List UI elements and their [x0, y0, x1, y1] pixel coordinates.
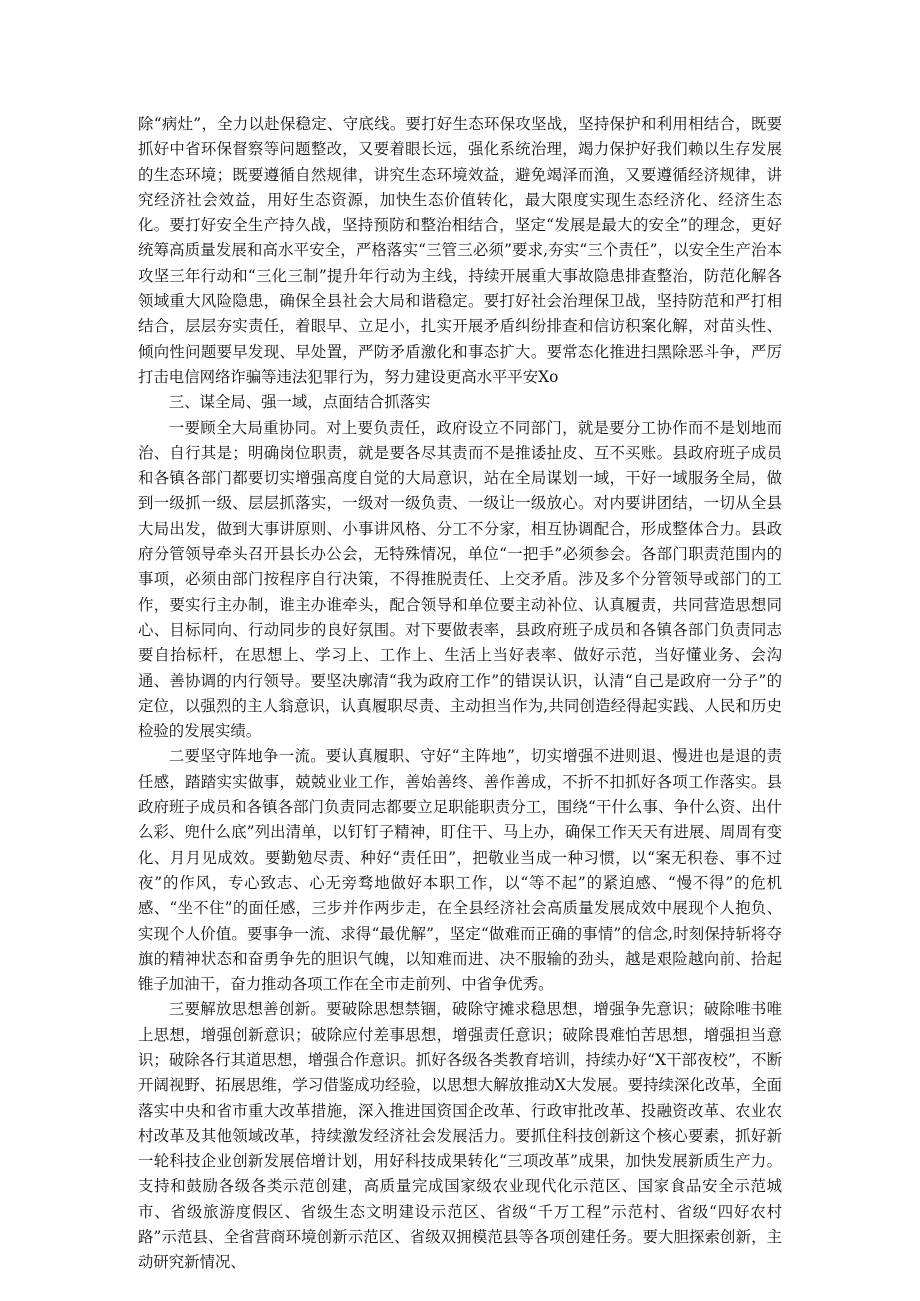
- section-heading-3: 三、谋全局、强一域，点面结合抓落实: [168, 393, 431, 412]
- document-page: [138, 112, 782, 1276]
- paragraph-overall-coordination: 一要顾全大局重协同。对上要负责任，政府设立不同部门，就是要分工协作而不是划地而治、自行其是；明确岗位职责，就是要各尽其责而不是推诿扯皮、互不买账。县政府班子成员和各镇各部门都要切实增强高度自觉的大局意识，站在全局谋划一域，干好一域服务全局，做到一级抓一级、层层抓落实，一级对一级负责、一级让一级放心。对内要讲团结，一切从全县大局出发，做到大事讲原则、小事讲风格、分工不分家，相互协调配合，形成整体合力。县政府分管领导牵头召开县长办公会，无特殊情况，单位“一把手”必须参会。各部门职责范围内的事项，必须由部门按程序自行决策，不得推脱责任、上交矛盾。涉及多个分管领导或部门的工作，要实行主办制，谁主办谁牵头，配合领导和单位要主动补位、认真履责，共同营造思想同心、目标同向、行动同步的良好氛围。对下要做表率，县政府班子成员和各镇各部门负责同志要自抬标杆，在思想上、学习上、工作上、生活上当好表率、做好示范，当好懂业务、会沟通、善协调的内行领导。要坚决廓清“我为政府工作”的错误认识，认清“自己是政府一分子”的定位，以强烈的主人翁意识，认真履职尽责、主动担当作为,共同创造经得起实践、人民和历史检验的发展实绩。: [138, 418, 782, 741]
- paragraph-safety-stability: 除“病灶”，全力以赴保稳定、守底线。要打好生态环保攻坚战，坚持保护和利用相结合，既要抓好中省环保督察等问题整改，又要着眼长远，强化系统治理，竭力保护好我们赖以生存发展的生态环境；既要遵循自然规律，讲究生态环境效益，避免竭泽而渔，又要遵循经济规律，讲究经济社会效益，用好生态资源，加快生态价值转化，最大限度实现生态经济化、经济生态化。要打好安全生产持久战，坚持预防和整治相结合，坚定“发展是最大的安全”的理念，更好统筹高质量发展和高水平安全，严格落实“三管三必须”要求,夯实“三个责任”，以安全生产治本攻坚三年行动和“三化三制”提升年行动为主线，持续开展重大事故隐患排查整治，防范化解各领域重大风险隐患，确保全县社会大局和谐稳定。要打好社会治理保卫战，坚持防范和严打相结合，层层夯实责任，着眼早、立足小，扎实开展矛盾纠纷排查和信访积案化解，对苗头性、倾向性问题要早发现、早处置，严防矛盾激化和事态扩大。要常态化推进扫黑除恶斗争，严厉打击电信网络诈骗等违法犯罪行为，努力建设更高水平平安Xo: [138, 115, 782, 386]
- paragraph-hold-position: 二要坚守阵地争一流。要认真履职、守好“主阵地”，切实增强不进则退、慢进也是退的责任感，踏踏实实做事，兢兢业业工作，善始善终、善作善成，不折不扣抓好各项工作落实。县政府班子成员和各镇各部门负责同志都要立足职能职责分工，围绕“干什么事、争什么资、出什么彩、兜什么底”列出清单，以钉钉子精神，盯住干、马上办，确保工作天天有进展、周周有变化、月月见成效。要勤勉尽责、种好“责任田”，把敬业当成一种习惯，以“案无积卷、事不过夜”的作风，专心致志、心无旁骛地做好本职工作，以“等不起”的紧迫感、“慢不得”的危机感、“坐不住”的面任感，三步并作两步走，在全县经济社会高质量发展成效中展现个人抱负、实现个人价值。要事争一流、求得“最优解”，坚定“做难而正确的事情”的信念,时刻保持斩将夺旗的精神状态和奋勇争先的胆识气魄，以知难而进、决不服输的劲头，越是艰险越向前、拾起锥子加油干，奋力推动各项工作在全市走前列、中省争优秀。: [138, 747, 782, 994]
- paragraph-emancipate-mind: 三要解放思想善创新。要破除思想禁锢，破除守摊求稳思想，增强争先意识；破除唯书唯上思想，增强创新意识；破除应付差事思想，增强责任意识；破除畏难怕苦思想，增强担当意识；破除各行其道思想，增强合作意识。抓好各级各类教育培训，持续办好“X干部夜校”，不断开阔视野、拓展思维，学习借鉴成功经验，以思想大解放推动X大发展。要持续深化改革，全面落实中央和省市重大改革措施，深入推进国资国企改革、行政审批改革、投融资改革、农业农村改革及其他领域改革，持续激发经济社会发展活力。要抓住科技创新这个核心要素，抓好新一轮科技企业创新发展倍增计划，用好科技成果转化“三项改革”成果，加快发展新质生产力。支持和鼓励各级各类示范创建，高质量完成国家级农业现代化示范区、国家食品安全示范城市、省级旅游度假区、省级生态文明建设示范区、省级“千万工程”示范村、省级“四好农村路”示范县、全省营商环境创新示范区、省级双拥模范县等各项创建任务。要大胆探索创新，主动研究新情况、: [138, 1000, 782, 1272]
